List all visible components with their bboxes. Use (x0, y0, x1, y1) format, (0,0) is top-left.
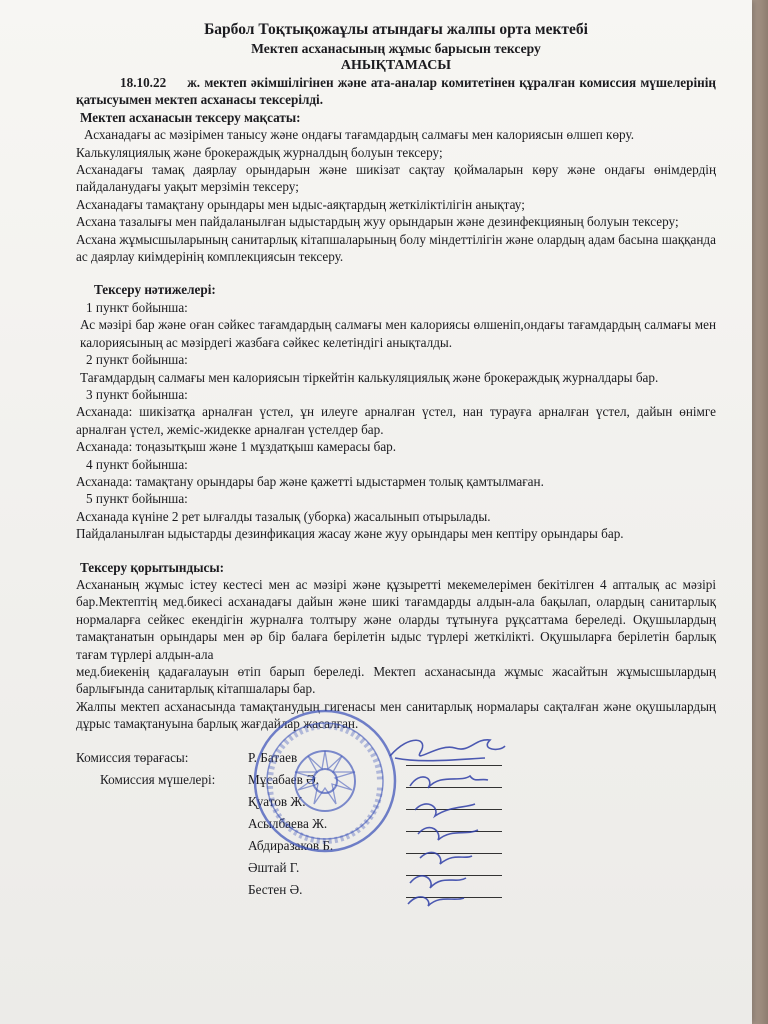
result-line: Ас мәзірі бар және оған сәйкес тағамдардың салмағы мен калориясы өлшеніп,ондағы тағамдардың салмағы мен калориясының ас мәзірдегі жазбаға сәйкес келетіндігі анықталды. (80, 317, 716, 350)
result-label: 4 пункт бойынша: (86, 456, 188, 472)
result-label: 1 пункт бойынша: (86, 299, 188, 315)
results-list (76, 299, 716, 543)
result-line: Асханада: тоңазытқыш және 1 мұздатқыш камерасы бар. (76, 439, 397, 455)
chair-role: Комиссия төрағасы: (76, 749, 189, 765)
result-label: 2 пункт бойынша: (86, 352, 188, 368)
purpose-heading: Мектеп асханасын тексеру мақсаты: (80, 109, 301, 125)
result-label: 3 пункт бойынша: (86, 386, 188, 402)
intro-paragraph (76, 74, 716, 109)
doc-type: АНЫҚТАМАСЫ (340, 58, 452, 73)
handwritten-signatures-icon (380, 728, 510, 908)
intro-date: 18.10.22 (120, 75, 167, 90)
member-name: Мұсабаев Ә. (248, 771, 319, 787)
member-name: Абдиразаков Б. (248, 837, 334, 853)
result-line: Асханада күніне 2 рет ылғалды тазалық (уборка) жасалынып отырылады. (76, 508, 491, 524)
member-name: Бестен Ә. (248, 881, 303, 897)
purpose-list (76, 126, 716, 265)
purpose-item: Асхана жұмысшыларының санитарлық кітапшаларының болу міндеттілігін және олардың адам басына шаққанда ас даярлау киімдерінің комплекциясын тексеру. (76, 231, 716, 265)
school-title: Барбол Тоқтықожаұлы атындағы жалпы орта мектебі (204, 21, 588, 38)
chair-name: Р. Батаев (248, 749, 298, 765)
intro-text: ж. мектеп әкімшілігінен және ата-аналар комитетінен құралған комиссия мүшелерінің қатысуымен мектеп асханасы тексерілді. (76, 75, 716, 108)
result-line: Асханада: шикізатқа арналған үстел, ұн илеуге арналған үстел, нан турауға арналған үстел, дайын өнімге арналған үстел, жеміс-жидекке арналған үстелдер бар. (76, 404, 716, 437)
conclusion-paragraph: Жалпы мектеп асханасында тамақтанудың гигенасы мен санитарлық нормалары сақталған және оқушылардың дұрыс тамақтануына барлық жағдайлар жасалған. (76, 698, 716, 732)
members-role: Комиссия мүшелері: (100, 771, 216, 787)
conclusion-heading: Тексеру қорытындысы: (80, 559, 225, 575)
results-heading: Тексеру нәтижелері: (94, 282, 216, 298)
school-stamp-icon (250, 706, 400, 856)
purpose-item: Асхана тазалығы мен пайдаланылған ыдыстардың жуу орындарын және дезинфекцияның болуын тексеру; (76, 214, 679, 230)
purpose-item: Асханадағы тамақ даярлау орындарын және шикізат сақтау қоймаларын көру және ондағы өнімдердің пайдаланудағы уақыт мерзімін тексеру; (76, 162, 716, 195)
result-line: Асханада: тамақтану орындары бар және қажетті ыдыстармен толық қамтылмаған. (76, 473, 544, 489)
member-name: Әштай Г. (248, 859, 300, 875)
member-name: Қуатов Ж. (248, 793, 306, 809)
result-line: Пайдаланылған ыдыстарды дезинфикация жасау және жуу орындары мен кептіру орындары бар. (76, 526, 624, 542)
doc-subtitle: Мектеп асханасының жұмыс барысын тексеру (251, 41, 541, 56)
purpose-item: Асханадағы тамақтану орындары мен ыдыс-аяқтардың жеткіліктілігін анықтау; (76, 196, 525, 212)
conclusion-paragraph: мед.биекенің қадағалауын өтіп барып береледі. Мектеп асханасында жұмыс жасайтын жұмысшылардың барлығында санитарлық кітапшалары бар. (76, 664, 716, 697)
result-label: 5 пункт бойынша: (86, 491, 188, 507)
conclusion-paragraph: Асхананың жұмыс істеу кестесі мен ас мәзірі және құзыретті мекемелерімен бекітілген 4 апталық ас мәзірі бар.Мектептің мед.бикесі асханадағы дайын және шикі тағамдарды алдын-ала бақылап, олардың санитарлық нормаларға сейкес екендігін журналға толтыру және оларды тұтынуға рұқсаттама береледі. Оқушылардың тамақтанатын орындары мен әр бір балаға берілетін ыдыс түрлері жеткілікті. Оқушыларға берілетін барлық тағам түрлері алдын-ала (76, 576, 716, 662)
purpose-item: Калькуляциялық және брокераждық журналдың болуын тексеру; (76, 144, 443, 160)
member-name: Асылбаева Ж. (248, 815, 328, 831)
purpose-item: Асханадағы ас мәзірімен танысу және ондағы тағамдардың салмағы мен калориясын өлшеп көру. (84, 127, 635, 143)
result-line: Тағамдардың салмағы мен калориясын тіркейтін калькуляциялық және брокераждық журналдары бар. (80, 369, 659, 385)
